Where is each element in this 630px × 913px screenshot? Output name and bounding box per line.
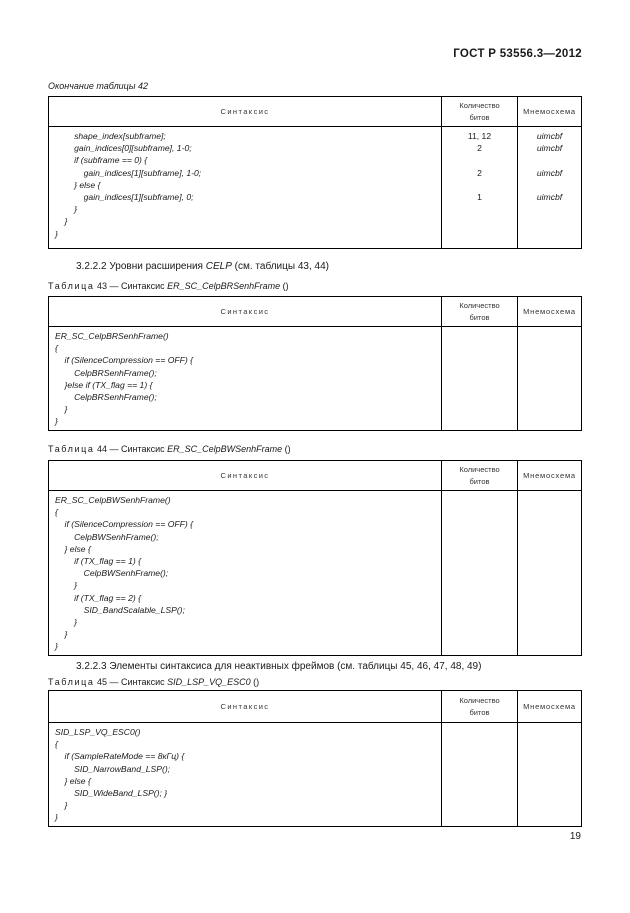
table-42-caption: Окончание таблицы 42 xyxy=(48,81,148,91)
section-heading-3-2-2-2: 3.2.2.2 Уровни расширения CELP (см. таблицы 43, 44) xyxy=(76,261,329,272)
document-header: ГОСТ Р 53556.3—2012 xyxy=(453,48,582,60)
header-mnemonic: Мнемосхема xyxy=(518,691,582,723)
table-42 xyxy=(48,96,582,249)
table-44 xyxy=(48,460,582,656)
syntax-code: shape_index[subframe]; gain_indices[0][subframe], 1-0; if (subframe == 0) { gain_indices[1][subframe], 1-0; } else { gain_indices[1][subframe], 0; } } } xyxy=(55,131,202,239)
header-bits: Количество битов xyxy=(442,97,518,127)
table-45-caption: Таблица 45 — Синтаксис SID_LSP_VQ_ESC0 () xyxy=(48,677,260,687)
header-bits: Количество битов xyxy=(442,461,518,491)
syntax-code: SID_LSP_VQ_ESC0() { if (SampleRateMode == 8кГц) { SID_NarrowBand_LSP(); } else { SID_WideBand_LSP(); } } } xyxy=(55,727,185,823)
table-44-caption: Таблица 44 — Синтаксис ER_SC_CelpBWSenhFrame () xyxy=(48,444,291,454)
header-bits: Количество битов xyxy=(442,297,518,327)
header-mnemonic: Мнемосхема xyxy=(518,297,582,327)
bits-column: 11, 12 2 2 1 xyxy=(467,131,492,203)
header-syntax: Синтаксис xyxy=(49,691,442,723)
table-45 xyxy=(48,690,582,827)
page-number: 19 xyxy=(569,831,581,842)
header-bits: Количество битов xyxy=(442,691,518,723)
syntax-code: ER_SC_CelpBWSenhFrame() { if (SilenceCompression == OFF) { CelpBWSenhFrame(); } else { if (TX_flag == 1) { CelpBWSenhFrame(); } if (TX_flag == 2) { SID_BandScalable_LSP(); } } } xyxy=(55,495,194,652)
table-43-caption: Таблица 43 — Синтаксис ER_SC_CelpBRSenhFrame () xyxy=(48,281,289,291)
header-syntax: Синтаксис xyxy=(49,97,442,127)
section-heading-3-2-2-3: 3.2.2.3 Элементы синтаксиса для неактивных фреймов (см. таблицы 45, 46, 47, 48, 49) xyxy=(76,661,482,672)
header-syntax: Синтаксис xyxy=(49,297,442,327)
header-syntax: Синтаксис xyxy=(49,461,442,491)
table-43 xyxy=(48,296,582,431)
header-mnemonic: Мнемосхема xyxy=(518,461,582,491)
syntax-code: ER_SC_CelpBRSenhFrame() { if (SilenceCompression == OFF) { CelpBRSenhFrame(); }else if (TX_flag == 1) { CelpBRSenhFrame(); } } xyxy=(55,331,194,427)
mnemonic-column: uimcbf uimcbf uimcbf uimcbf xyxy=(536,131,563,203)
header-mnemonic: Мнемосхема xyxy=(518,97,582,127)
